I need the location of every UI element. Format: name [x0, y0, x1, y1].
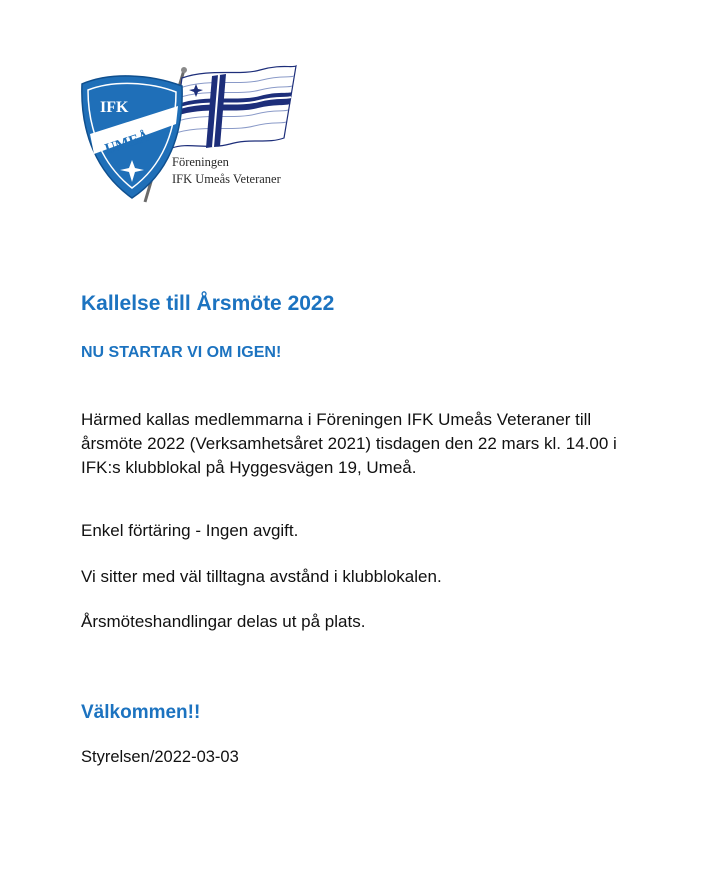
signature: Styrelsen/2022-03-03	[81, 748, 239, 766]
refreshments-paragraph: Enkel förtäring - Ingen avgift.	[81, 521, 299, 540]
flag-icon	[172, 66, 296, 148]
documents-paragraph: Årsmöteshandlingar delas ut på plats.	[81, 612, 366, 631]
welcome-heading: Välkommen!!	[81, 702, 201, 723]
logo-org-line-2: IFK Umeås Veteraner	[172, 172, 281, 186]
shield-ifk-text: IFK	[100, 99, 129, 116]
club-logo	[80, 64, 302, 204]
page-subtitle: NU STARTAR VI OM IGEN!	[81, 344, 282, 361]
shield-umea-text: UMEÅ	[103, 128, 152, 158]
page-title: Kallelse till Årsmöte 2022	[81, 292, 335, 315]
logo-org-line-1: Föreningen	[172, 155, 229, 169]
seating-paragraph: Vi sitter med väl tilltagna avstånd i klubblokalen.	[81, 567, 442, 586]
invitation-paragraph: Härmed kallas medlemmarna i Föreningen IFK Umeås Veteraner till årsmöte 2022 (Verksamhetsåret 2021) tisdagen den 22 mars kl. 14.00 i IFK:s klubblokal på Hyggesvägen 19, Umeå.	[81, 410, 617, 477]
flag-pole-finial	[181, 67, 187, 73]
shield-icon	[82, 76, 182, 198]
